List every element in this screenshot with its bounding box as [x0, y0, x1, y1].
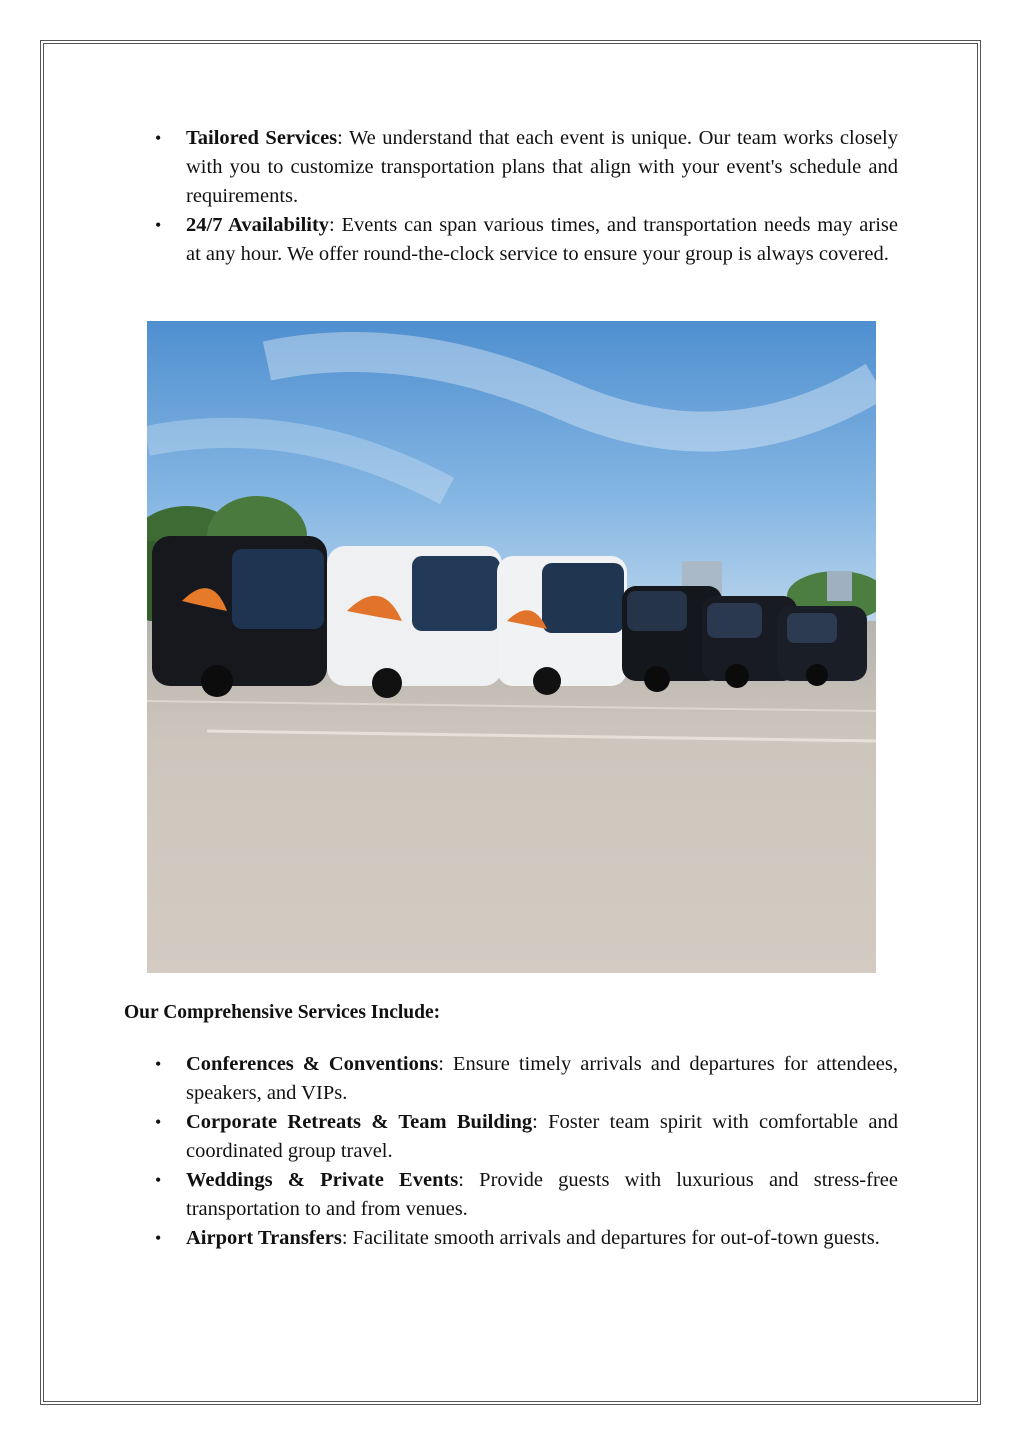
list-item-term: Tailored Services: [186, 127, 338, 149]
list-item: [148, 211, 898, 269]
list-item: [148, 1224, 898, 1253]
list-item: [148, 1166, 898, 1224]
list-item: [148, 1108, 898, 1166]
list-item-term: Conferences & Conventions: [186, 1053, 439, 1075]
list-item-text: : Ensure timely arrivals and departures for attendees, speakers, and VIPs.: [186, 1053, 898, 1104]
list-item-text: : Facilitate smooth arrivals and departures for out-of-town guests.: [341, 1227, 880, 1249]
bullet-icon: •: [155, 1112, 162, 1132]
bullet-icon: •: [155, 215, 162, 235]
list-item-text: : Foster team spirit with comfortable and coordinated group travel.: [186, 1111, 898, 1162]
bullet-icon: •: [155, 1170, 162, 1190]
bullet-icon: •: [155, 1228, 162, 1248]
section-heading: Our Comprehensive Services Include:: [124, 1002, 441, 1023]
bullet-icon: •: [155, 1054, 162, 1074]
list-item-text: : We understand that each event is unique. Our team works closely with you to customize transportation plans that align with your event's schedule and requirements.: [186, 127, 898, 207]
top-bullet-list: [148, 124, 898, 269]
list-item: [148, 124, 898, 211]
list-item-term: 24/7 Availability: [186, 214, 330, 236]
list-item: [148, 1050, 898, 1108]
bus-fleet-photo: [147, 321, 876, 973]
list-item-text: : Events can span various times, and transportation needs may arise at any hour. We offer round-the-clock service to ensure your group is always covered.: [186, 214, 898, 265]
list-item-term: Weddings & Private Events: [186, 1169, 459, 1191]
services-bullet-list: [148, 1050, 898, 1253]
list-item-term: Corporate Retreats & Team Building: [186, 1111, 533, 1133]
bullet-icon: •: [155, 128, 162, 148]
list-item-text: : Provide guests with luxurious and stress-free transportation to and from venues.: [186, 1169, 898, 1220]
list-item-term: Airport Transfers: [186, 1227, 342, 1249]
